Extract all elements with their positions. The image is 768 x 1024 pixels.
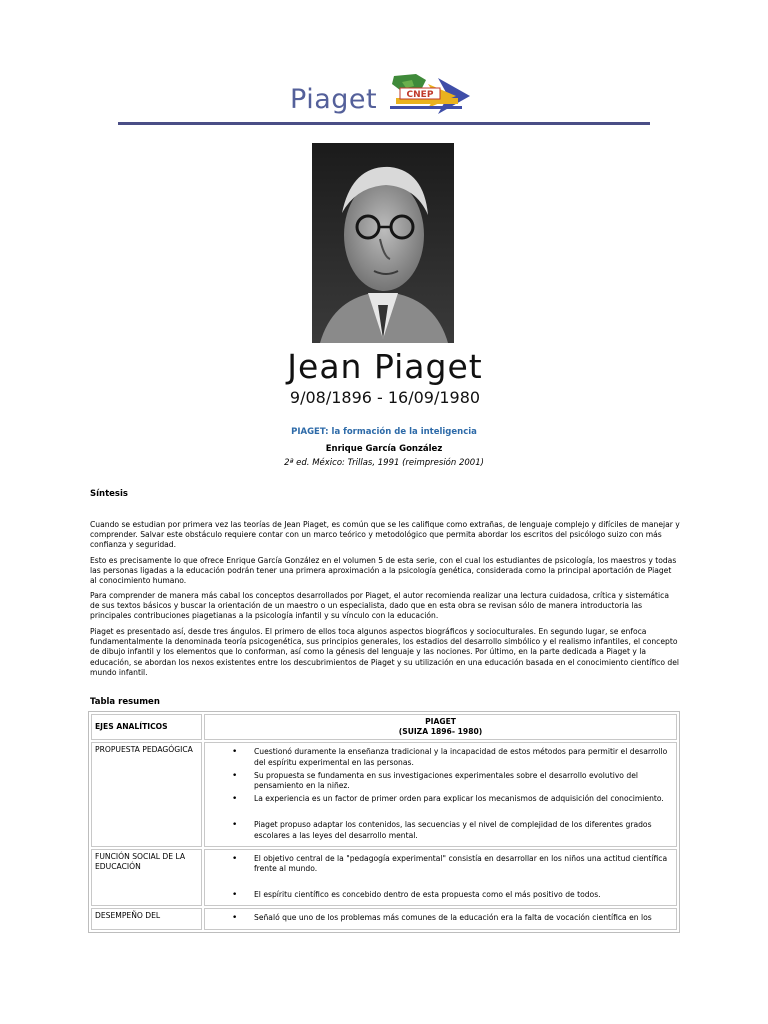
summary-table	[88, 711, 680, 933]
logo-text: CNEP	[406, 90, 434, 100]
summary-table-heading: Tabla resumen	[90, 697, 160, 707]
table-row	[91, 849, 677, 907]
table-row	[91, 908, 677, 929]
table-header-row	[91, 714, 677, 740]
page-header	[0, 72, 768, 122]
book-edition: 2ª ed. México: Trillas, 1991 (reimpresión 2001)	[284, 458, 484, 468]
list-item: • El objetivo central de la "pedagogía experimental" consistía en desarrollar en los niños una actitud científica frente al mundo.	[254, 854, 673, 874]
list-item: • La experiencia es un factor de primer orden para explicar los mecanismos de adquisición del conocimiento.	[254, 794, 673, 804]
portrait-caption-name: Jean Piaget	[287, 347, 483, 386]
content-cell	[204, 908, 677, 929]
list-item: • Piaget propuso adaptar los contenidos, las secuencias y el nivel de complejidad de los diferentes grados escolares a las leyes del desarrollo mental.	[254, 820, 673, 840]
piaget-column-header-name: PIAGET	[425, 717, 456, 726]
content-cell	[204, 742, 677, 846]
book-title: PIAGET: la formación de la inteligencia	[291, 427, 477, 437]
header-title: Piaget	[290, 84, 378, 115]
list-item: • El espíritu científico es concebido dentro de esta propuesta como el más positivo de todos.	[254, 890, 673, 900]
piaget-column-header	[204, 714, 677, 740]
axis-cell: PROPUESTA PEDAGÓGICA	[91, 742, 202, 846]
list-item: • Señaló que uno de los problemas más comunes de la educación era la falta de vocación científica en los	[254, 913, 673, 923]
header-divider	[118, 122, 650, 125]
portrait-caption-dates: 9/08/1896 - 16/09/1980	[289, 388, 481, 407]
synthesis-paragraph: Esto es precisamente lo que ofrece Enrique García González en el volumen 5 de esta serie, con el cual los estudiantes de psicología, los maestros y todas las personas ligadas a la educación podrán tener una primera aproximación a la psicología genética, considerada como la principal aportación de Piaget al conocimiento humano.	[90, 556, 677, 586]
cnep-logo	[386, 72, 478, 118]
synthesis-heading: Síntesis	[90, 489, 128, 499]
synthesis-paragraph: Piaget es presentado así, desde tres ángulos. El primero de ellos toca algunos aspectos biográficos y socioculturales. En segundo lugar, se enfoca fundamentalmente la denominada teoría psicogenética, sus principios generales, los estadios del desarrollo simbólico y el realismo infantiles, el concepto de dibujo infantil y los elementos que lo conforman, así como la génesis del lenguaje y las nociones. Por último, en la parte dedicada a Piaget y la educación, se abordan los nexos existentes entre los descubrimientos de Piaget y su utilización en una educación basada en el conocimiento científico del mundo infantil.	[90, 627, 679, 677]
synthesis-paragraph: Para comprender de manera más cabal los conceptos desarrollados por Piaget, el autor recomienda realizar una lectura cuidadosa, crítica y sistemática de sus textos básicos y buscar la orientación de un maestro o un especialista, dado que en esta obra se revisan sólo de manera introductoria las principales contribuciones piagetianas a la psicología infantil y su vínculo con la educación.	[90, 591, 669, 621]
axis-cell: FUNCIÓN SOCIAL DE LA EDUCACIÓN	[91, 849, 202, 907]
axis-column-header: EJES ANALÍTICOS	[91, 714, 202, 740]
book-author: Enrique García González	[325, 444, 443, 454]
list-item: • Su propuesta se fundamenta en sus investigaciones experimentales sobre el desarrollo evolutivo del pensamiento en la niñez.	[254, 771, 673, 791]
table-row	[91, 742, 677, 846]
axis-cell: DESEMPEÑO DEL	[91, 908, 202, 929]
synthesis-paragraph: Cuando se estudian por primera vez las teorías de Jean Piaget, es común que se les califique como extrañas, de lenguaje complejo y difíciles de manejar y comprender. Salvar este obstáculo requiere contar con un marco teórico y metodológico que permita abordar los escritos del psicólogo suizo con más confianza y seguridad.	[90, 520, 680, 550]
piaget-column-header-dates: (SUIZA 1896- 1980)	[398, 727, 483, 737]
portrait-photo	[312, 143, 454, 343]
content-cell	[204, 849, 677, 907]
list-item: • Cuestionó duramente la enseñanza tradicional y la incapacidad de estos métodos para permitir el desarrollo del espíritu experimental en las personas.	[254, 747, 673, 767]
